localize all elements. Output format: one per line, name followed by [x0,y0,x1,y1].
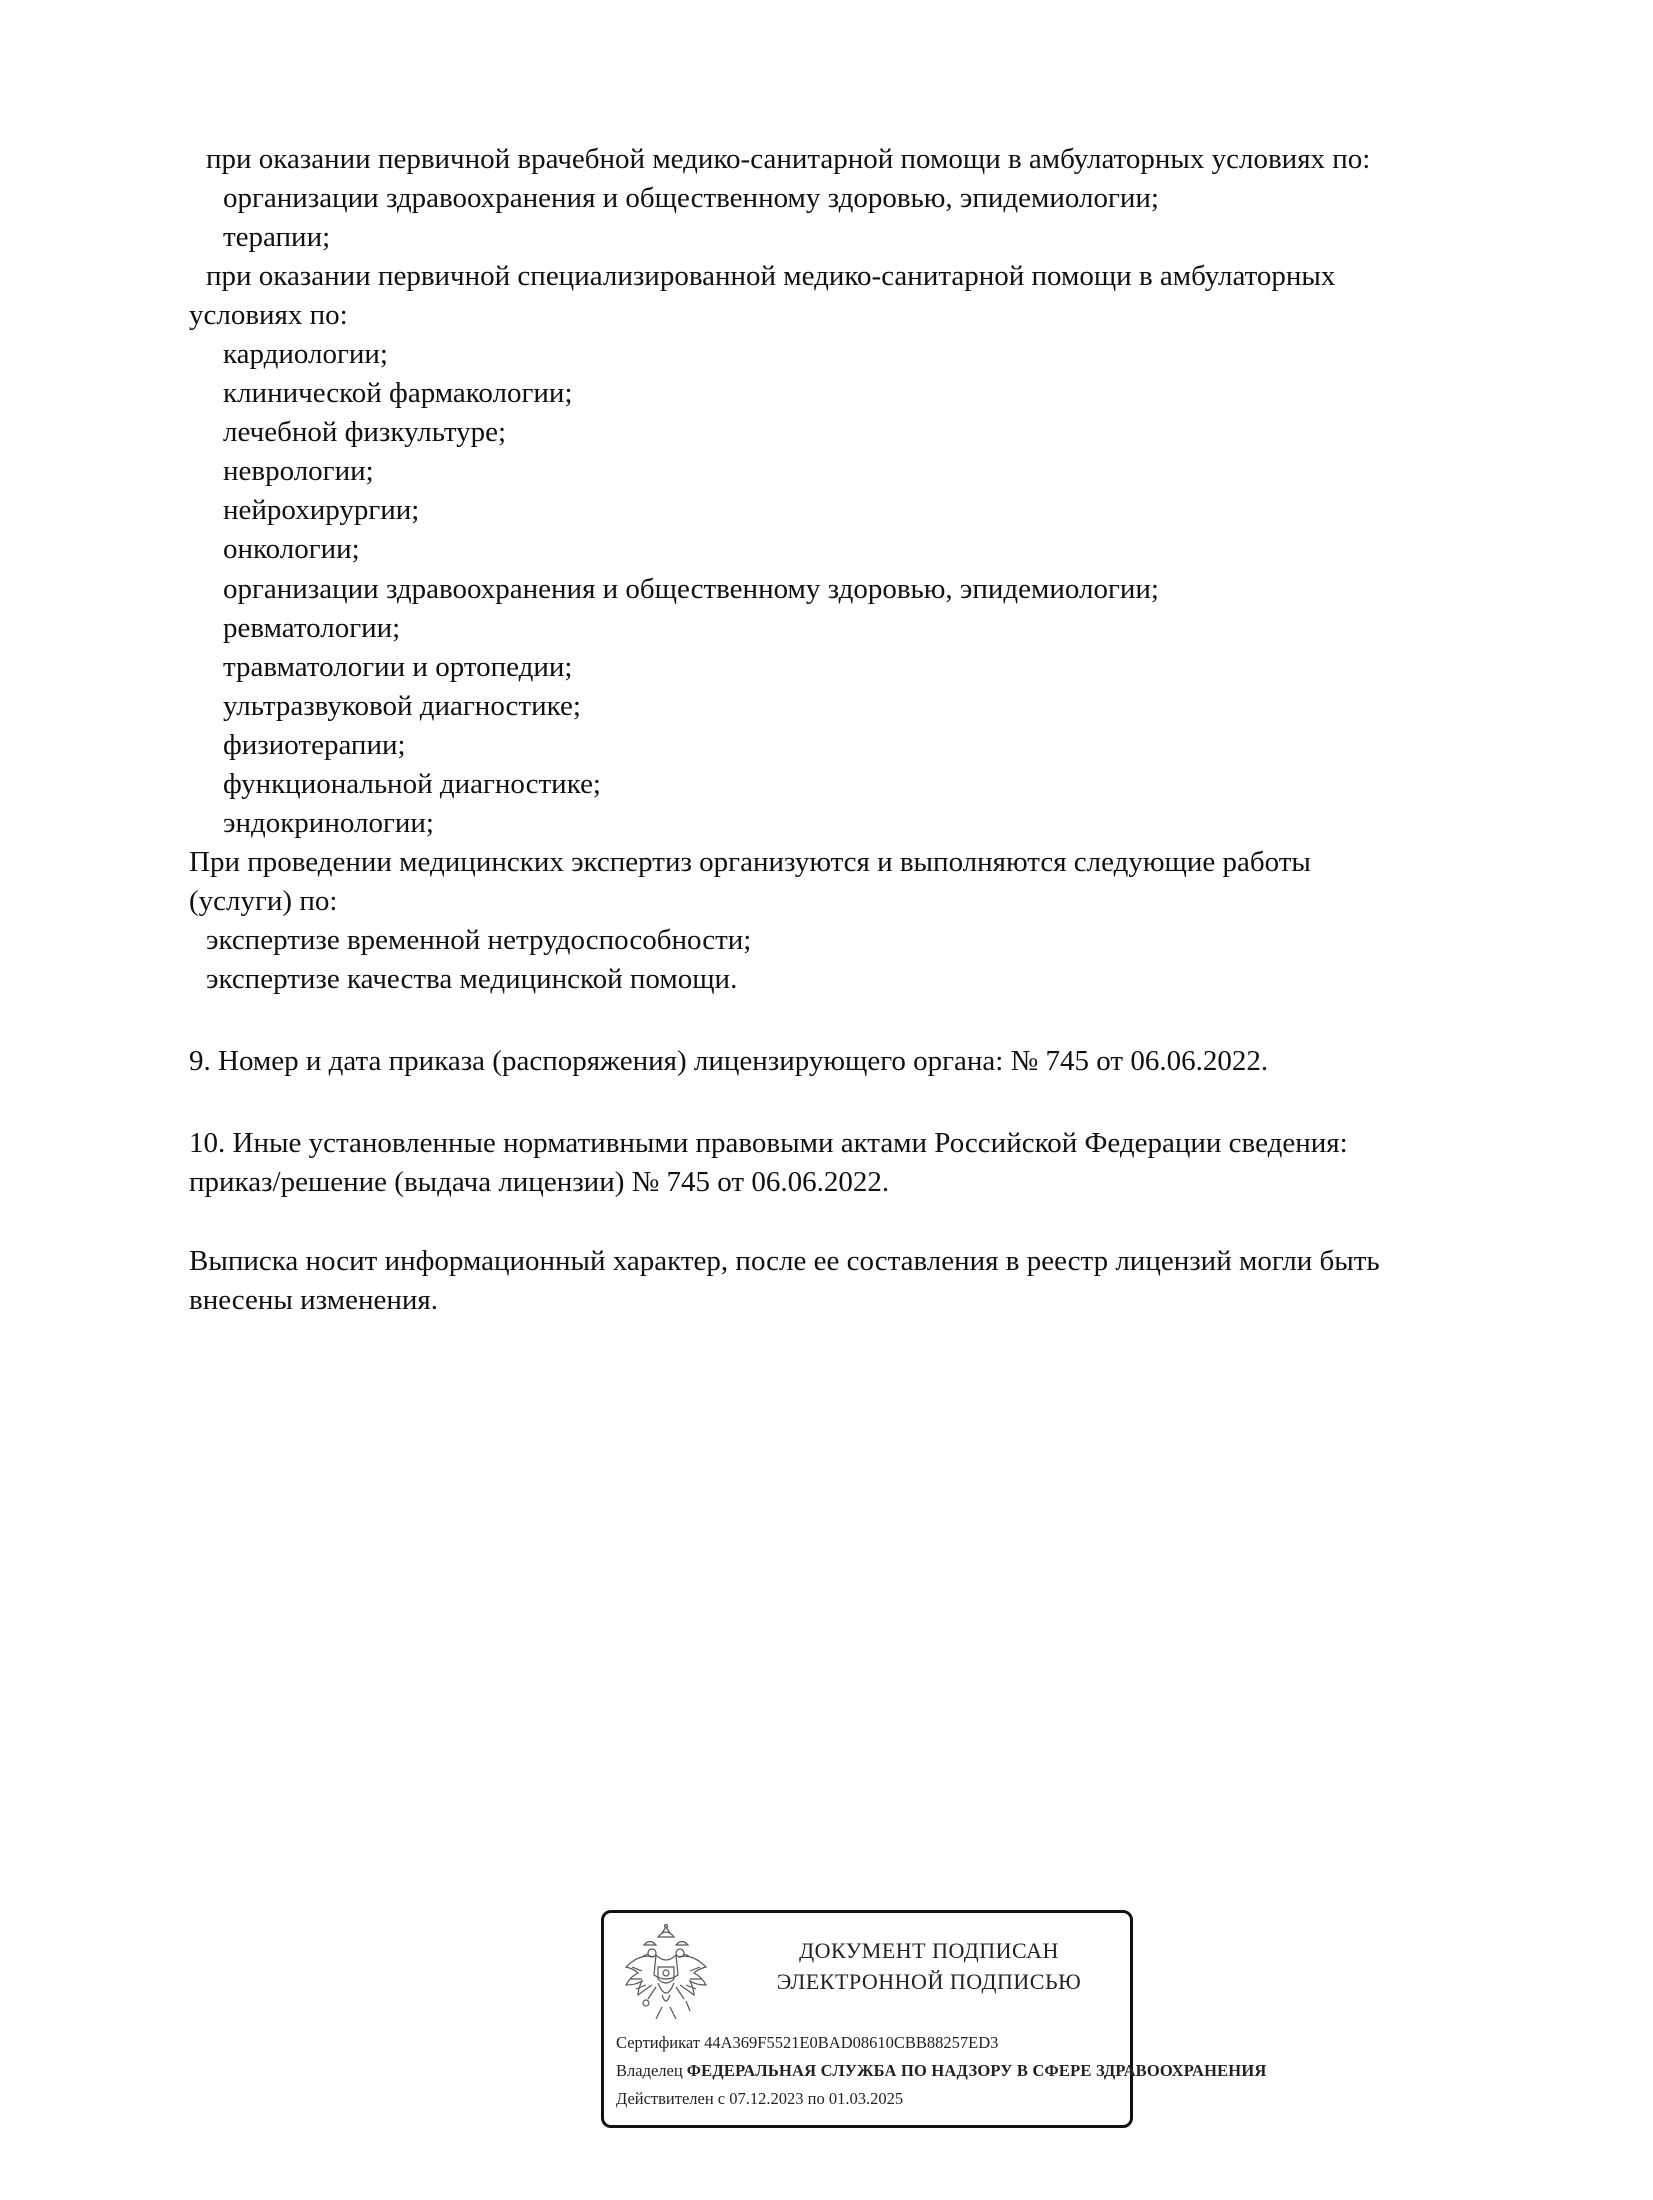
text-line: 10. Иные установленные нормативными правовыми актами Российской Федерации сведения: [189,1127,1348,1159]
text-line: травматологии и ортопедии; [223,651,573,683]
text-line: лечебной физкультуре; [223,416,507,448]
text-line: организации здравоохранения и общественному здоровью, эпидемиологии; [223,182,1159,214]
text-line: нейрохирургии; [223,494,420,526]
text-line: 9. Номер и дата приказа (распоряжения) лицензирующего органа: № 745 от 06.06.2022. [189,1045,1269,1077]
text-line: функциональной диагностике; [223,768,601,800]
owner-label: Владелец [616,2061,683,2080]
text-line: ультразвуковой диагностике; [223,690,581,722]
text-line: неврологии; [223,455,374,487]
text-line: терапии; [223,221,331,253]
text-line: эндокринологии; [223,807,434,839]
validity-period: Действителен с 07.12.2023 по 01.03.2025 [616,2089,904,2108]
text-line: кардиологии; [223,338,388,370]
text-line: онкологии; [223,533,360,565]
text-line: при оказании первичной специализированной медико-санитарной помощи в амбулаторных [206,260,1336,292]
text-line: Выписка носит информационный характер, после ее составления в реестр лицензий могли быть [189,1245,1380,1277]
text-line: физиотерапии; [223,729,406,761]
owner-value: ФЕДЕРАЛЬНАЯ СЛУЖБА ПО НАДЗОРУ В СФЕРЕ ЗДРАВООХРАНЕНИЯ [686,2061,1267,2080]
text-line: внесены изменения. [189,1284,438,1316]
text-line: организации здравоохранения и общественному здоровью, эпидемиологии; [223,573,1159,605]
text-line: При проведении медицинских экспертиз организуются и выполняются следующие работы [189,846,1311,878]
certificate-number: Сертификат 44A369F5521E0BAD08610CBB88257ED3 [616,2033,999,2052]
text-line: экспертизе качества медицинской помощи. [206,963,738,995]
text-line: приказ/решение (выдача лицензии) № 745 от 06.06.2022. [189,1166,890,1198]
stamp-subtitle: ЭЛЕКТРОННОЙ ПОДПИСЬЮ [776,1969,1082,1994]
text-line: при оказании первичной врачебной медико-санитарной помощи в амбулаторных условиях по: [206,143,1371,175]
owner-line [616,2061,1267,2081]
text-line: (услуги) по: [189,885,338,917]
text-line: ревматологии; [223,612,401,644]
electronic-signature-stamp [601,1910,1267,2128]
text-line: условиях по: [189,299,348,331]
stamp-title: ДОКУМЕНТ ПОДПИСАН [799,1938,1059,1963]
coat-of-arms-icon [622,1923,710,2025]
text-line: клинической фармакологии; [223,377,573,409]
text-line: экспертизе временной нетрудоспособности; [206,924,752,956]
